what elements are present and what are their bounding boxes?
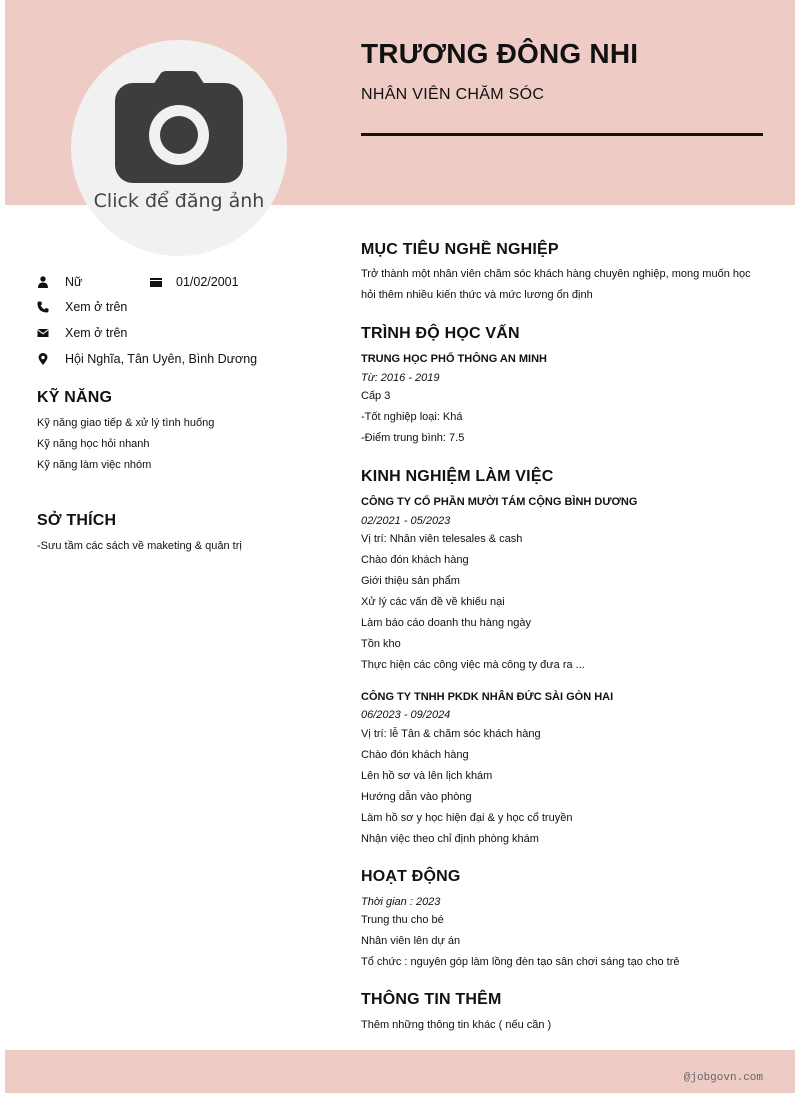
job-period: 02/2021 - 05/2023 [361, 515, 451, 527]
job-detail: Hướng dẫn vào phòng [361, 791, 472, 803]
person-icon [37, 276, 49, 288]
skills-list [37, 413, 214, 476]
gender-info [65, 275, 82, 289]
activity-detail: Trung thu cho bé [361, 914, 444, 926]
location-pin-icon [37, 353, 49, 365]
job-detail: Vị trí: Nhân viên telesales & cash [361, 533, 523, 545]
education-title: TRÌNH ĐỘ HỌC VẤN [361, 325, 520, 342]
header-divider [361, 133, 763, 136]
skill-item: Kỹ năng giao tiếp & xử lý tình huống [37, 417, 215, 429]
address-info [65, 352, 257, 366]
extra-info-text: Thêm những thông tin khác ( nếu cần ) [361, 1019, 552, 1031]
photo-upload-label: Click để đăng ảnh [93, 190, 265, 212]
job-detail: Chào đón khách hàng [361, 749, 469, 761]
extra-info-title: THÔNG TIN THÊM [361, 991, 502, 1008]
job-detail: Giới thiệu sản phẩm [361, 575, 460, 587]
education-detail: -Điểm trung bình: 7.5 [361, 432, 465, 444]
address-value: Hội Nghĩa, Tân Uyên, Bình Dương [65, 352, 258, 366]
hobbies-title: SỞ THÍCH [37, 512, 117, 529]
job-details [361, 529, 585, 676]
job-detail: Lên hồ sơ và lên lịch khám [361, 770, 493, 782]
job-details [361, 724, 572, 850]
camera-icon [115, 71, 243, 183]
activity-detail: Tổ chức : nguyên góp làm lồng đèn tạo sân chơi sáng tạo cho trẻ [361, 956, 680, 968]
gender-value: Nữ [65, 275, 83, 289]
hobby-item: -Sưu tầm các sách về maketing & quản trị [37, 540, 242, 552]
education-detail: -Tốt nghiệp loại: Khá [361, 411, 463, 423]
education-details [361, 386, 464, 449]
job-detail: Làm báo cáo doanh thu hàng ngày [361, 617, 532, 629]
activities-title: HOẠT ĐỘNG [361, 868, 461, 885]
email-info [65, 326, 127, 340]
job-detail: Tồn kho [361, 638, 401, 650]
job-detail: Xử lý các vấn đề về khiếu nại [361, 596, 505, 608]
job-period: 06/2023 - 09/2024 [361, 709, 451, 721]
school-name: TRUNG HỌC PHỔ THÔNG AN MINH [361, 353, 547, 365]
job-detail: Vị trí: lễ Tân & chăm sóc khách hàng [361, 728, 541, 740]
footer-band [5, 1050, 795, 1093]
job-detail: Làm hồ sơ y học hiện đại & y học cổ truyền [361, 812, 573, 824]
objective-text: Trở thành một nhân viên chăm sóc khách hàng chuyên nghiệp, mong muốn học hỏi thêm nhiều kiến thức và mức lương ổn định [361, 268, 751, 301]
skill-item: Kỹ năng học hỏi nhanh [37, 438, 150, 450]
calendar-icon [150, 276, 162, 288]
job-detail: Chào đón khách hàng [361, 554, 469, 566]
dob-value: 01/02/2001 [176, 275, 239, 289]
objective-title: MỤC TIÊU NGHỀ NGHIỆP [361, 241, 559, 258]
email-icon [37, 327, 49, 339]
watermark: @jobgovn.com [683, 1072, 763, 1084]
activities-details [361, 910, 680, 973]
activities-period: Thời gian : 2023 [361, 896, 441, 908]
dob-info [176, 275, 239, 289]
phone-info [65, 300, 127, 314]
company-name: CÔNG TY CỔ PHẦN MƯỜI TÁM CỘNG BÌNH DƯƠNG [361, 496, 638, 508]
email-value: Xem ở trên [65, 326, 128, 340]
skill-item: Kỹ năng làm việc nhóm [37, 459, 152, 471]
phone-value: Xem ở trên [65, 300, 128, 314]
skills-title: KỸ NĂNG [37, 389, 113, 406]
company-name: CÔNG TY TNHH PKDK NHÂN ĐỨC SÀI GÒN HAI [361, 691, 614, 703]
education-period: Từ: 2016 - 2019 [361, 372, 440, 384]
phone-icon [37, 301, 49, 313]
job-detail: Thực hiện các công việc mà công ty đưa ra ... [361, 659, 585, 671]
activity-detail: Nhân viên lên dự án [361, 935, 461, 947]
experience-title: KINH NGHIỆM LÀM VIỆC [361, 468, 554, 485]
full-name: TRƯƠNG ĐÔNG NHI [361, 38, 639, 69]
job-detail: Nhận việc theo chỉ định phòng khám [361, 833, 539, 845]
photo-upload[interactable] [71, 40, 287, 256]
job-position: NHÂN VIÊN CHĂM SÓC [361, 86, 545, 103]
hobbies-list [37, 536, 242, 557]
education-detail: Cấp 3 [361, 390, 391, 402]
